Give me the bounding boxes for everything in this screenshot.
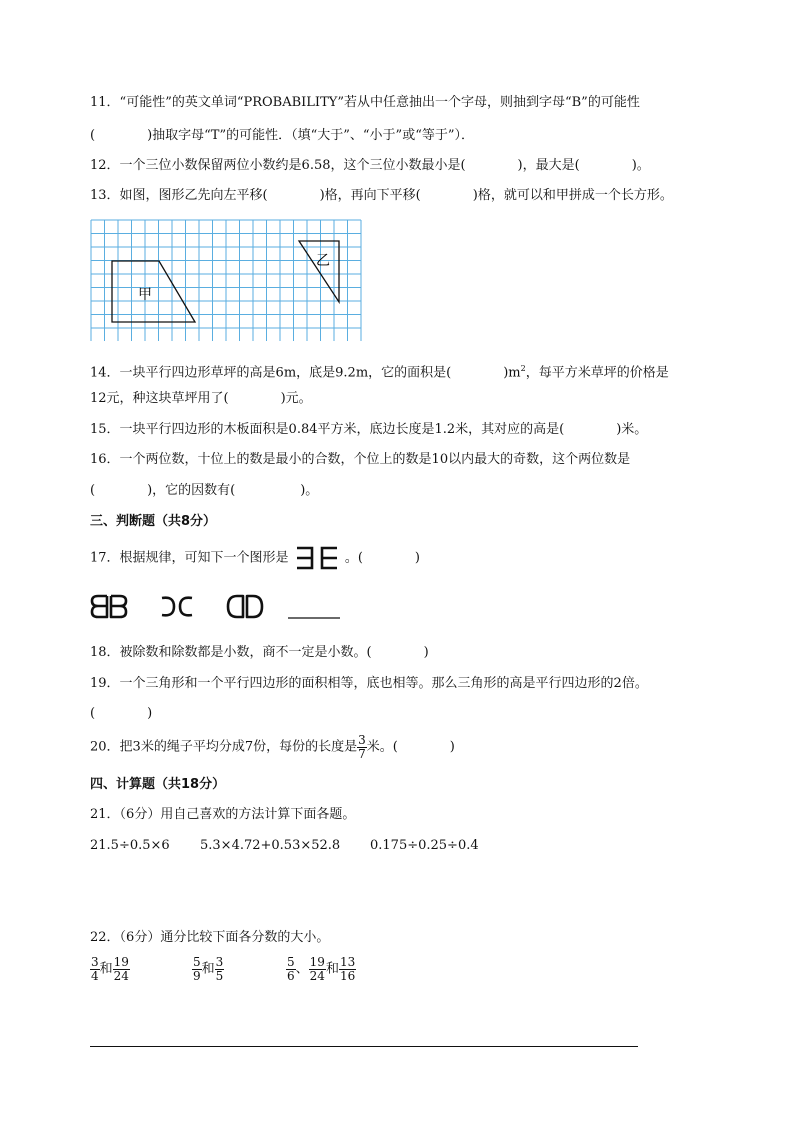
- frac-den: 24: [309, 969, 325, 983]
- q14-sup: 2: [520, 364, 526, 373]
- label-yi: 乙: [316, 253, 330, 269]
- q20-text-b: 米。( ): [366, 739, 455, 755]
- frac-den: 4: [91, 969, 99, 983]
- pattern-dd-icon: [228, 596, 262, 617]
- q22-group-3: [286, 956, 356, 983]
- q18-text: 18．被除数和除数都是小数，商不一定是小数。( ): [90, 645, 429, 660]
- fraction: [113, 956, 130, 983]
- q14-line1: [90, 360, 669, 382]
- section3-heading: 三、判断题（共8分）: [90, 514, 217, 529]
- pattern-bb-icon: [92, 596, 126, 617]
- q19-line1: 19．一个三角形和一个平行四边形的面积相等，底也相等。那么三角形的高是平行四边形的2倍。: [90, 676, 648, 691]
- frac-num: 3: [215, 955, 224, 969]
- shape-yi: [299, 241, 339, 302]
- q21-expr-2: 5.3×4.72+0.53×52.8: [200, 838, 341, 853]
- frac-den: 6: [287, 969, 295, 983]
- grid-lines: [91, 220, 361, 341]
- q20-line: [90, 734, 455, 761]
- footer-rule: [90, 1046, 638, 1047]
- q21-expr-1: 21.5÷0.5×6: [90, 838, 170, 853]
- fraction: [192, 956, 202, 983]
- q14-text-a: 14．一块平行四边形草坪的高是6m，底是9.2m，它的面积是( )m: [90, 365, 521, 381]
- q17-answer-glyph-icon: [295, 546, 339, 570]
- q22-group-2: [192, 956, 224, 983]
- frac-den: 16: [339, 969, 356, 983]
- and-word: 和: [201, 961, 215, 977]
- q21-expr-3: 0.175÷0.25÷0.4: [370, 838, 479, 853]
- q11-line1: 11．“可能性”的英文单词“PROBABILITY”若从中任意抽出一个字母，则抽到字母“B”的可能性: [90, 95, 640, 110]
- q13-text: 13．如图，图形乙先向左平移( )格，再向下平移( )格，就可以和甲拼成一个长方形。: [90, 188, 673, 203]
- q16-line1: 16．一个两位数，十位上的数是最小的合数，个位上的数是10以内最大的奇数，这个两位数是: [90, 452, 631, 467]
- q21-title: 21．（6分）用自己喜欢的方法计算下面各题。: [90, 807, 356, 822]
- fraction: [339, 956, 356, 983]
- q14-text-b: ，每平方米草坪的价格是: [525, 365, 669, 381]
- frac-num: 13: [339, 955, 356, 969]
- shape-jia: [112, 261, 195, 322]
- fraction: [90, 956, 100, 983]
- frac-den: 5: [215, 969, 224, 983]
- and-word: 和: [325, 961, 339, 977]
- fraction: [309, 956, 326, 983]
- frac-num: 19: [113, 955, 129, 969]
- fraction: [286, 956, 296, 983]
- frac-den: 24: [113, 969, 129, 983]
- frac-num: 19: [309, 955, 325, 969]
- q12-text: 12．一个三位小数保留两位小数约是6.58，这个三位小数最小是( )，最大是( )。: [90, 158, 650, 173]
- pattern-sequence: [90, 594, 350, 620]
- q14-line2: 12元，种这块草坪用了( )元。: [90, 391, 312, 406]
- frac-num: 5: [193, 955, 201, 969]
- fraction: [215, 956, 225, 983]
- frac-num: 3: [91, 955, 99, 969]
- label-jia: 甲: [138, 287, 152, 303]
- q19-line2: ( ): [90, 706, 153, 721]
- separator: 、: [295, 961, 309, 977]
- q22-group-1: [90, 956, 130, 983]
- q17-text-a: 17．根据规律，可知下一个图形是: [90, 550, 289, 566]
- q22-title: 22．（6分）通分比较下面各分数的大小。: [90, 930, 330, 945]
- q20-text-a: 20．把3米的绳子平均分成7份，每份的长度是: [90, 739, 358, 755]
- q17-line: [90, 546, 420, 570]
- and-word: 和: [99, 961, 113, 977]
- section4-heading: 四、计算题（共18分）: [90, 777, 226, 792]
- frac-num: 5: [287, 955, 295, 969]
- pattern-cc-icon: [162, 598, 192, 616]
- frac-den: 9: [193, 969, 201, 983]
- grid-figure: [90, 219, 362, 341]
- q15-text: 15．一块平行四边形的木板面积是0.84平方米，底边长度是1.2米，其对应的高是( )米。: [90, 422, 648, 437]
- q11-line2: ( )抽取字母“T”的可能性．（填“大于”、“小于”或“等于”）．: [90, 128, 474, 143]
- q20-frac-den: 7: [358, 747, 366, 761]
- q16-line2: ( )，它的因数有( )。: [90, 483, 319, 498]
- q20-frac-num: 3: [358, 733, 366, 747]
- q20-fraction: [357, 734, 367, 761]
- q17-text-b: 。( ): [344, 550, 420, 566]
